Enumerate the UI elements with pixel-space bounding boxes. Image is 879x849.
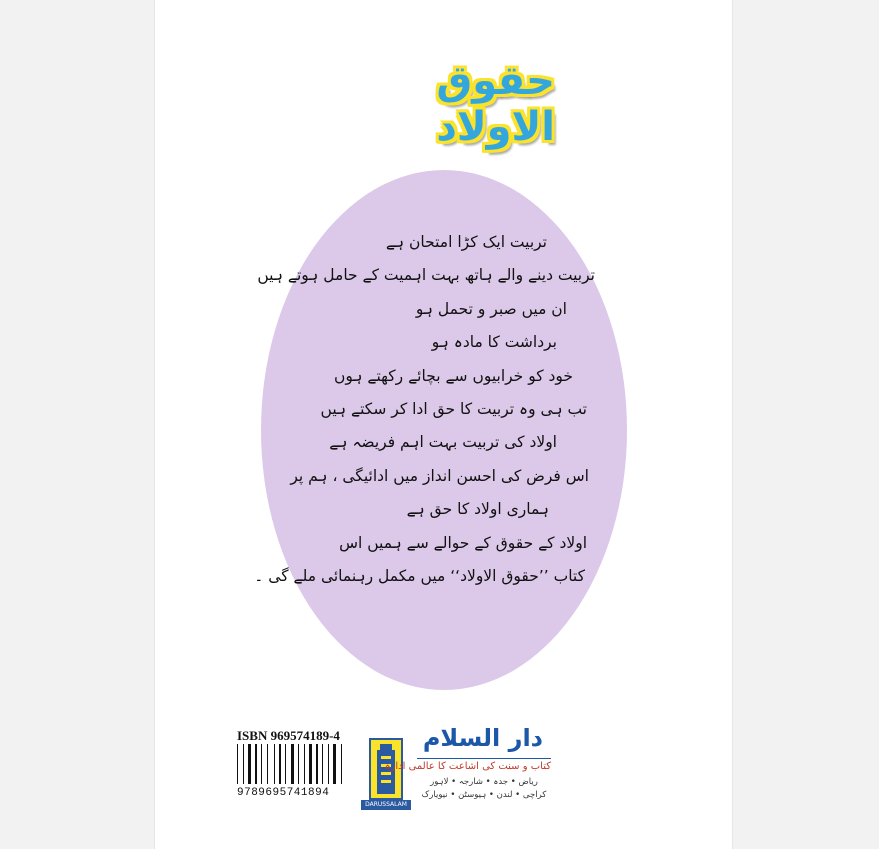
barcode-image: [237, 744, 357, 784]
poem-line: اولاد کی تربیت بہت اہم فریضہ ہے: [329, 433, 557, 452]
barcode-gap: [344, 744, 346, 784]
barcode-number: 9789695741894: [237, 787, 330, 799]
publisher-cities-line: ریاض • جدہ • شارجہ • لاہور: [430, 777, 538, 787]
poem-line: کتاب ’’حقوق الاولاد‘‘ میں مکمل رہنمائی ملے گی ۔: [254, 566, 585, 585]
publisher-name: دار السلام: [422, 724, 543, 752]
publisher-tagline: کتاب و سنت کی اشاعت کا عالمی ادارہ: [417, 758, 551, 772]
poem-line: تربیت دینے والے ہاتھ بہت اہمیت کے حامل ہوتے ہیں: [257, 266, 595, 285]
publisher-cities-line: کراچی • لندن • ہیوسٹن • نیویارک: [421, 790, 547, 800]
poem-line: اولاد کے حقوق کے حوالے سے ہمیں اس: [339, 533, 587, 552]
book-back-cover: [155, 0, 732, 849]
publisher-logo-caption: DARUSSALAM: [361, 800, 411, 810]
poem-line: اس فرض کی احسن انداز میں ادائیگی ، ہم پر: [290, 466, 589, 485]
poem-line: خود کو خرابیوں سے بچائے رکھتے ہوں: [333, 366, 573, 385]
publisher-cities: [417, 776, 551, 802]
poem-line: تربیت ایک کڑا امتحان ہے: [385, 233, 547, 251]
poem-line: تب ہی وہ تربیت کا حق ادا کر سکتے ہیں: [320, 399, 587, 418]
cover-title-block: [335, 58, 555, 150]
poem-line: ہماری اولاد کا حق ہے: [406, 500, 549, 519]
isbn-label: ISBN 969574189-4: [237, 728, 340, 743]
poem-text: [254, 226, 595, 593]
cover-title: حقوق الاولاد: [436, 58, 555, 150]
poem-line: ان میں صبر و تحمل ہو: [415, 299, 567, 318]
poem-line: برداشت کا مادہ ہو: [431, 333, 557, 352]
